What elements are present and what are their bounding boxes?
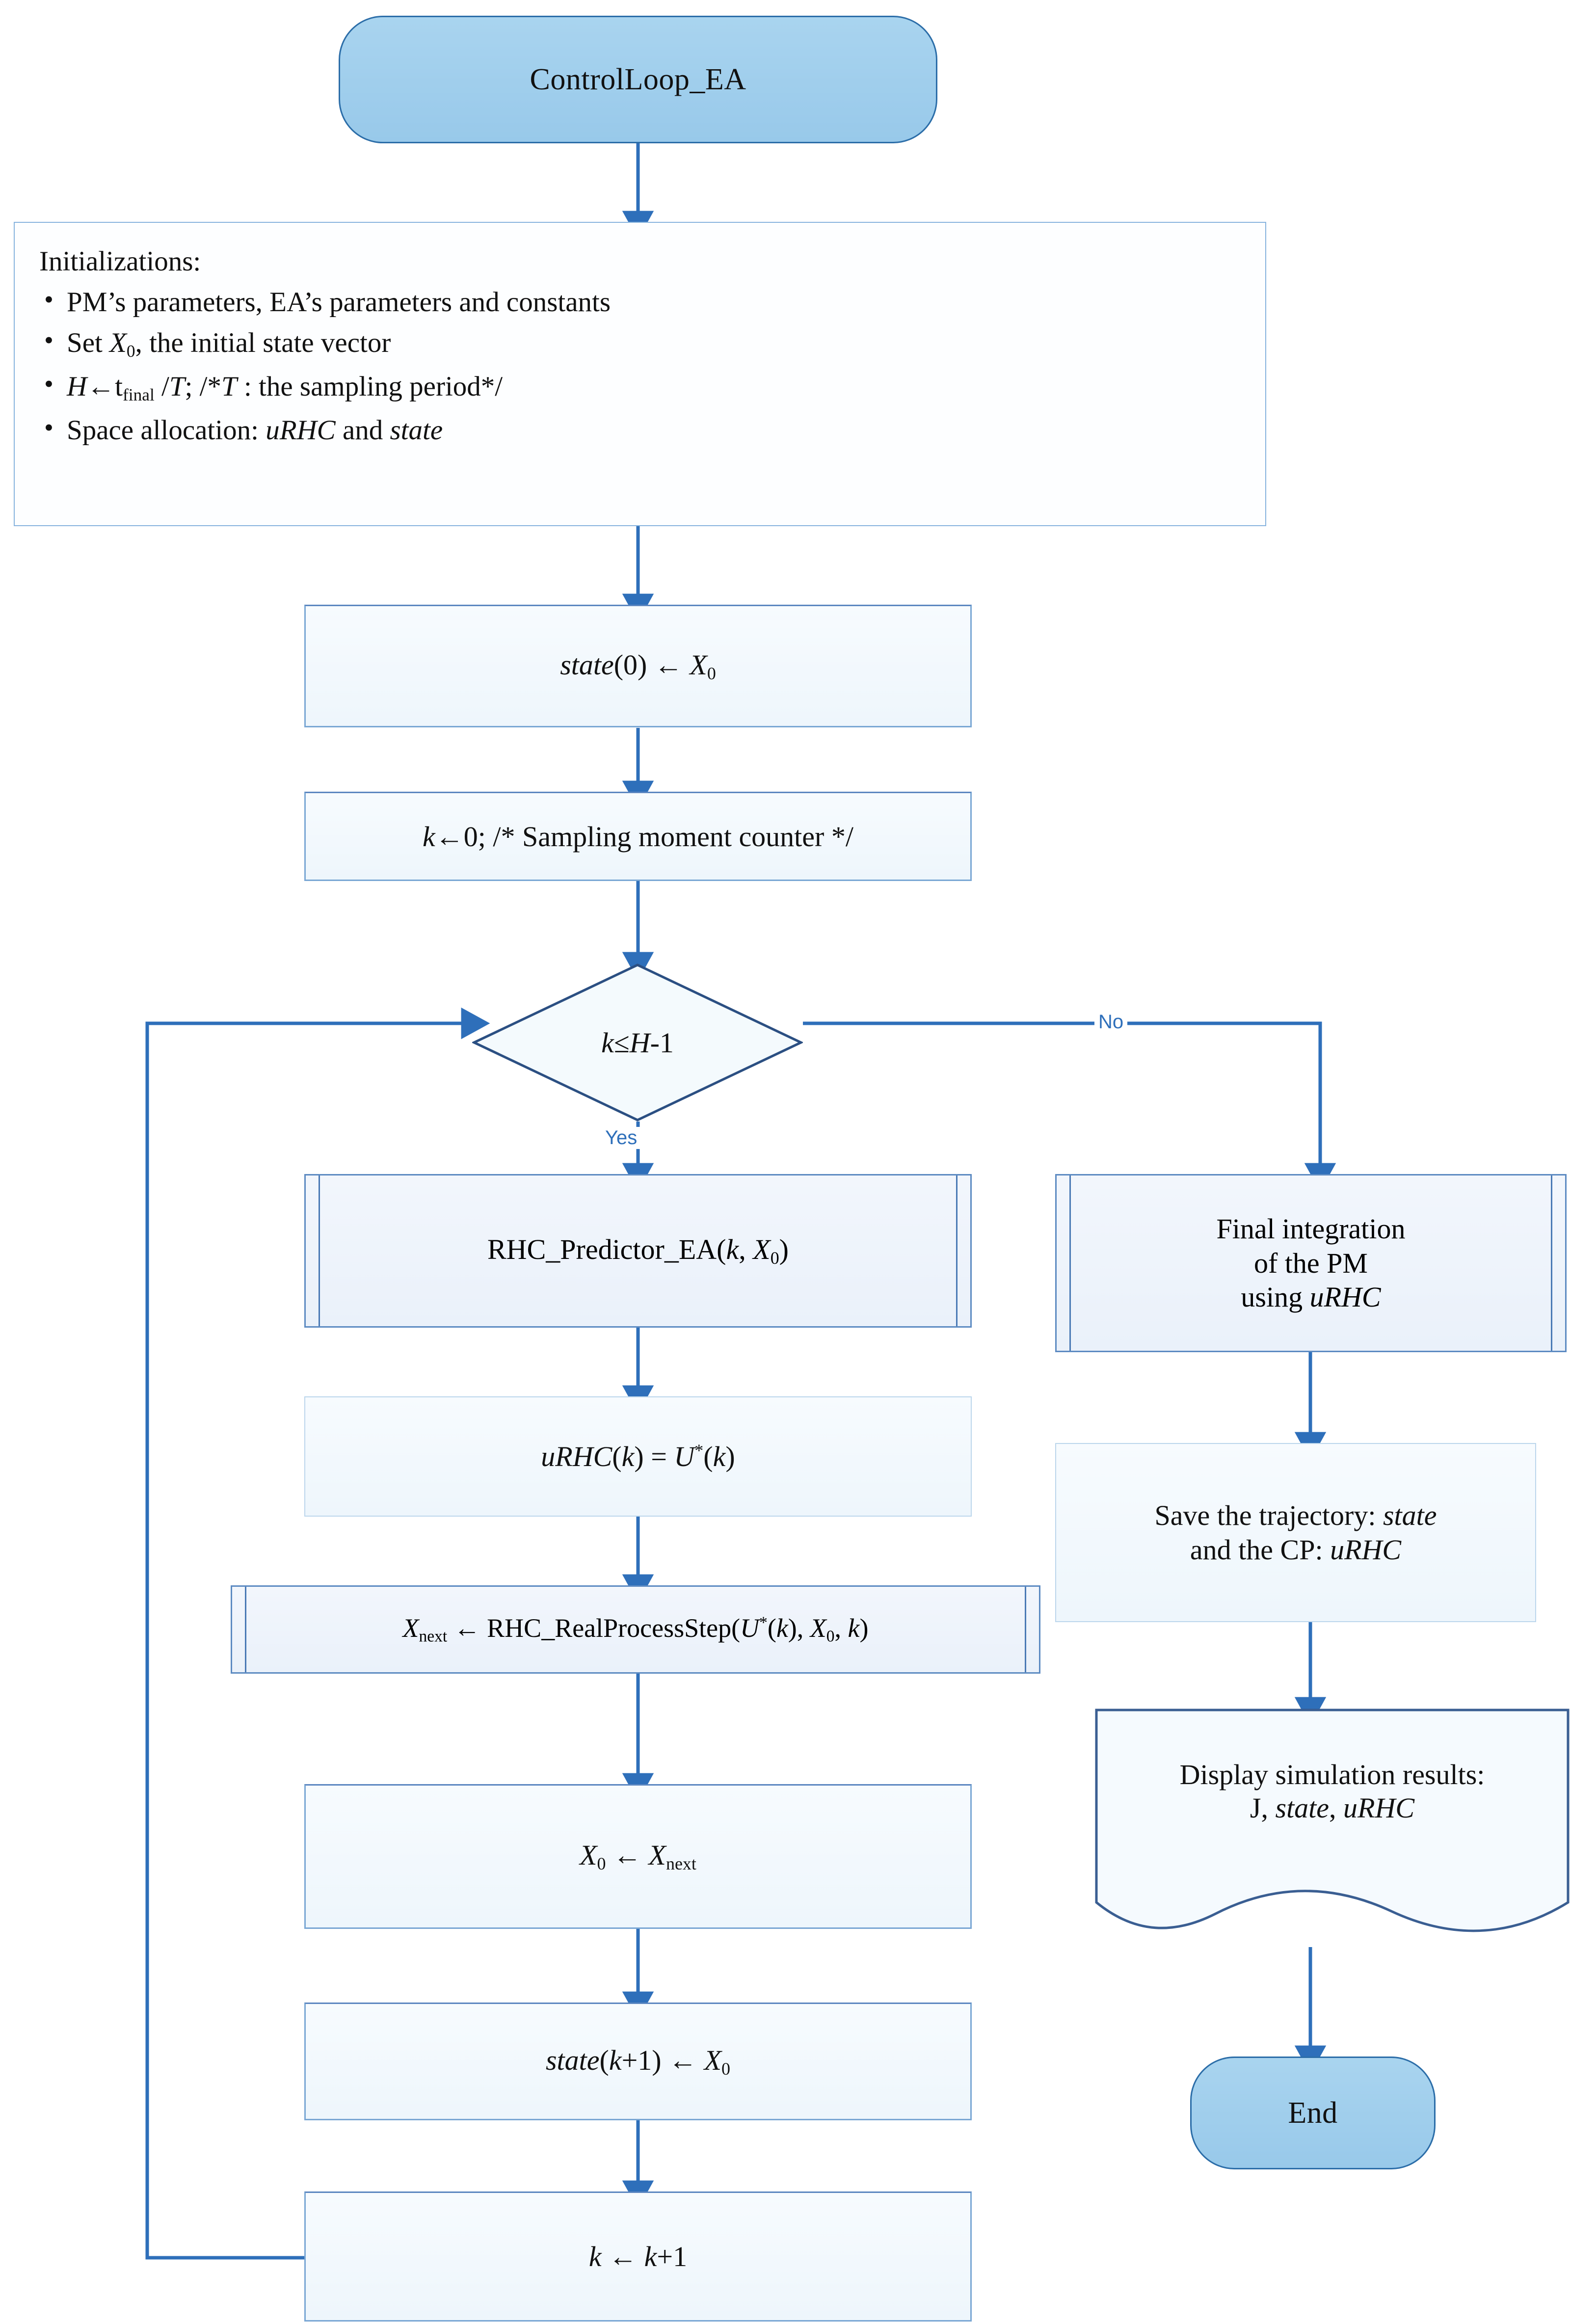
end-terminator [1190,2057,1436,2169]
counter-init-box [304,792,972,881]
counter-increment-text: k ← k+1 [588,2241,688,2272]
edge-label-no: No [1094,1011,1127,1033]
initializations-box [14,222,1266,526]
decision-text: k ≤ H -1 [601,1026,674,1059]
counter-init-text: k←0; /* Sampling moment counter */ [423,820,853,853]
rhc-predictor-text: RHC_Predictor_EA(k, $X_0$) [487,1233,789,1268]
x0-update-text: $X_0$ ← $X_{next}$ [580,1839,696,1874]
state-init-text: state(0) ← $X_0$ [560,648,716,684]
init-bullet-1: • PM’s parameters, EA’s parameters and constants [36,288,1246,316]
init-bullet-list [36,288,1246,444]
init-bullet-3: • $H\leftarrow t_{final}$ /T; /*T : the sampling period*/ [36,373,1246,403]
rhc-realprocessstep-subroutine [231,1585,1040,1674]
start-label: ControlLoop_EA [530,62,746,96]
end-label: End [1288,2096,1338,2130]
state-store-text: state(k+1) ← $X_0$ [545,2044,731,2079]
rhc-predictor-subroutine [304,1174,972,1328]
save-trajectory-box [1055,1443,1536,1622]
urhc-assign-text: uRHC(k) = U*(k) [541,1441,735,1472]
final-integration-subroutine [1055,1174,1567,1352]
counter-increment-box [304,2191,972,2322]
state-store-box [304,2003,972,2120]
display-results-text: Display simulation results: J, state, uRHC [1179,1758,1485,1824]
edge-label-yes: Yes [601,1127,641,1149]
display-results-document [1094,1708,1570,1949]
init-bullet-2: • Set $X_0$, the initial state vector [36,329,1246,360]
x0-update-box [304,1784,972,1929]
urhc-assign-box [304,1396,972,1517]
rhc-realprocessstep-text: $X_{next}$ ← RHC_RealProcessStep(U*(k), $X_0$, k) [402,1613,869,1646]
state-init-box [304,605,972,727]
save-trajectory-text: Save the trajectory: state and the CP: uRHC [1154,1499,1437,1566]
init-title: Initializations: [39,246,201,277]
loop-condition-decision [472,963,803,1122]
start-terminator [339,16,937,143]
final-integration-text: Final integration of the PM using uRHC [1216,1213,1406,1313]
init-bullet-4: • Space allocation: uRHC and state [36,416,1246,444]
